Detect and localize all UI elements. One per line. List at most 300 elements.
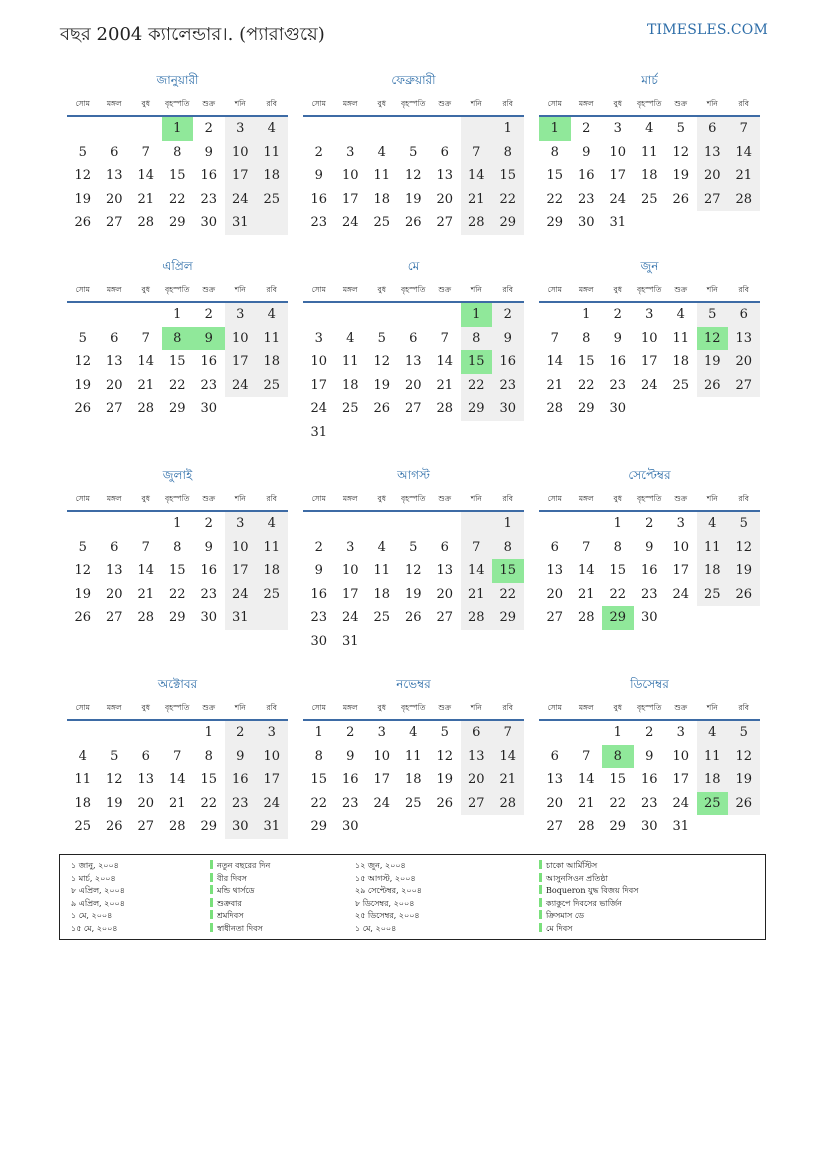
- legend-holiday-name: নতুন বছরের দিন: [217, 861, 271, 870]
- weekday-label: বুধ: [377, 285, 386, 294]
- legend-date: ৯ এপ্রিল, ২০০৪: [71, 898, 125, 908]
- day-cell: 29: [609, 819, 627, 835]
- day-cell: 15: [168, 563, 186, 579]
- day-cell: 12: [74, 168, 92, 184]
- day-cell: 15: [168, 354, 186, 370]
- day-cell: 16: [231, 772, 249, 788]
- day-cell: 17: [263, 772, 281, 788]
- legend-date-column: [71, 860, 125, 936]
- day-cell: 2: [503, 307, 512, 322]
- day-cell: 20: [105, 377, 123, 393]
- weekday-label: মঙ্গল: [578, 494, 594, 503]
- day-cell: 18: [703, 563, 721, 579]
- day-cell: 14: [577, 563, 595, 579]
- legend-row: [355, 860, 422, 873]
- day-cell: 29: [577, 401, 595, 417]
- weekday-label: শনি: [470, 703, 482, 712]
- day-cell: 5: [739, 516, 748, 531]
- day-cell: 17: [231, 354, 249, 370]
- day-cell: 4: [267, 307, 276, 322]
- day-cell: 26: [672, 191, 690, 207]
- day-cell: 23: [310, 610, 328, 626]
- day-cell: 18: [640, 168, 658, 184]
- page-title: বছর 2004 ক্যালেন্ডার।. (প্যারাগুয়ে): [60, 24, 325, 45]
- day-cell: 6: [110, 330, 119, 346]
- legend-row: [539, 860, 638, 873]
- weekday-label: মঙ্গল: [106, 285, 122, 294]
- day-cell: 22: [168, 586, 186, 602]
- holiday-marker-icon: [539, 860, 542, 869]
- legend-row: [355, 910, 422, 923]
- day-cell: 5: [708, 307, 717, 322]
- day-cell: 21: [577, 795, 595, 811]
- weekday-label: বুধ: [141, 494, 150, 503]
- day-cell: 30: [640, 610, 658, 626]
- day-cell: 28: [546, 401, 564, 417]
- day-cell: 5: [110, 748, 119, 764]
- weekday-label: বুধ: [613, 494, 622, 503]
- day-cell: 3: [346, 144, 355, 160]
- day-cell: 2: [314, 144, 323, 160]
- weekday-label: বুধ: [377, 99, 386, 108]
- day-cell: 20: [546, 795, 564, 811]
- weekday-label: বুধ: [613, 285, 622, 294]
- day-cell: 16: [200, 168, 218, 184]
- day-cell: 21: [546, 377, 564, 393]
- day-cell: 30: [609, 401, 627, 417]
- weekday-label: শনি: [234, 703, 246, 712]
- weekday-label: রবি: [266, 285, 277, 294]
- day-cell: 29: [168, 401, 186, 417]
- month-name: জুন: [640, 259, 659, 273]
- day-cell: 19: [672, 168, 690, 184]
- weekday-label: রবি: [738, 494, 749, 503]
- day-cell: 25: [263, 586, 281, 602]
- day-cell: 28: [577, 610, 595, 626]
- day-cell: 10: [672, 748, 690, 764]
- day-cell: 11: [703, 539, 721, 555]
- day-cell: 15: [310, 772, 328, 788]
- day-cell: 19: [105, 795, 123, 811]
- weekday-label: বুধ: [141, 99, 150, 108]
- day-cell: 20: [546, 586, 564, 602]
- day-cell: 11: [263, 539, 281, 555]
- holiday-day-cell: 29: [602, 606, 634, 630]
- day-cell: 10: [640, 330, 658, 346]
- day-cell: 21: [137, 586, 155, 602]
- day-cell: 7: [141, 144, 150, 160]
- day-cell: 9: [645, 539, 654, 555]
- day-cell: 15: [499, 168, 517, 184]
- day-cell: 22: [168, 191, 186, 207]
- weekday-label: বুধ: [141, 703, 150, 712]
- day-cell: 17: [672, 563, 690, 579]
- day-cell: 16: [341, 772, 359, 788]
- day-cell: 10: [341, 563, 359, 579]
- weekday-label: শুক্র: [202, 703, 216, 712]
- weekday-label: শুক্র: [202, 99, 216, 108]
- day-cell: 11: [672, 330, 690, 346]
- day-cell: 4: [78, 748, 87, 764]
- weekday-label: বৃহস্পতি: [637, 494, 662, 503]
- weekday-label: রবি: [738, 703, 749, 712]
- day-cell: 9: [314, 563, 323, 579]
- day-cell: 28: [436, 401, 454, 417]
- day-cell: 23: [640, 586, 658, 602]
- day-cell: 28: [137, 401, 155, 417]
- day-cell: 23: [200, 191, 218, 207]
- weekday-label: শুক্র: [674, 99, 688, 108]
- legend-row: [539, 923, 638, 936]
- day-cell: 29: [467, 401, 485, 417]
- legend-row: [210, 910, 270, 923]
- day-cell: 4: [676, 307, 685, 322]
- day-cell: 9: [582, 144, 591, 160]
- holiday-day-cell: 12: [697, 327, 729, 351]
- day-cell: 7: [141, 330, 150, 346]
- day-cell: 11: [373, 168, 391, 184]
- month-name: মে: [407, 259, 420, 273]
- day-cell: 23: [200, 377, 218, 393]
- day-cell: 3: [645, 307, 654, 322]
- day-cell: 21: [467, 586, 485, 602]
- legend-row: [210, 860, 270, 873]
- day-cell: 7: [173, 748, 182, 764]
- day-cell: 30: [200, 610, 218, 626]
- day-cell: 18: [373, 586, 391, 602]
- weekday-label: সোম: [311, 99, 326, 108]
- legend-date: ১ জানু, ২০০৪: [71, 861, 119, 870]
- weekday-label: শুক্র: [202, 285, 216, 294]
- day-cell: 30: [310, 634, 328, 649]
- day-cell: 11: [341, 354, 359, 370]
- day-cell: 19: [735, 772, 753, 788]
- day-cell: 18: [263, 354, 281, 370]
- legend-row: [71, 923, 125, 936]
- weekday-label: শুক্র: [674, 285, 688, 294]
- weekday-label: শুক্র: [674, 703, 688, 712]
- day-cell: 12: [373, 354, 391, 370]
- day-cell: 19: [404, 191, 422, 207]
- day-cell: 27: [105, 215, 123, 231]
- day-cell: 12: [436, 748, 454, 764]
- day-cell: 30: [341, 819, 359, 835]
- day-cell: 30: [499, 401, 517, 417]
- holiday-marker-icon: [539, 923, 542, 932]
- day-cell: 5: [78, 144, 87, 160]
- day-cell: 27: [137, 819, 155, 835]
- day-cell: 24: [672, 795, 690, 811]
- day-cell: 20: [105, 586, 123, 602]
- day-cell: 16: [310, 191, 328, 207]
- legend-date: ২৯ সেপ্টেম্বর, ২০০৪: [355, 886, 422, 896]
- day-cell: 22: [546, 191, 564, 207]
- day-cell: 10: [231, 330, 249, 346]
- weekday-label: বুধ: [377, 494, 386, 503]
- day-cell: 13: [467, 748, 485, 764]
- weekday-label: রবি: [738, 285, 749, 294]
- day-cell: 19: [735, 563, 753, 579]
- day-cell: 13: [735, 330, 753, 346]
- day-cell: 19: [404, 586, 422, 602]
- day-cell: 24: [341, 610, 359, 626]
- day-cell: 17: [341, 586, 359, 602]
- day-cell: 30: [231, 819, 249, 835]
- day-cell: 11: [640, 144, 658, 160]
- day-cell: 30: [200, 401, 218, 417]
- day-cell: 31: [341, 634, 359, 649]
- day-cell: 22: [609, 795, 627, 811]
- day-cell: 31: [310, 425, 328, 440]
- day-cell: 9: [204, 539, 213, 555]
- weekday-label: মঙ্গল: [106, 494, 122, 503]
- day-cell: 5: [409, 144, 418, 160]
- day-cell: 3: [676, 725, 685, 740]
- day-cell: 3: [236, 121, 245, 136]
- holiday-day-cell: 1: [539, 117, 571, 141]
- day-cell: 11: [703, 748, 721, 764]
- legend-row: [71, 860, 125, 873]
- weekday-label: মঙ্গল: [342, 285, 358, 294]
- month-name: জানুয়ারী: [156, 73, 199, 87]
- day-cell: 25: [640, 191, 658, 207]
- legend-date: ৮ এপ্রিল, ২০০৪: [71, 886, 125, 896]
- day-cell: 20: [105, 191, 123, 207]
- day-cell: 27: [436, 610, 454, 626]
- day-cell: 16: [310, 586, 328, 602]
- legend-holiday-name: Boqueron যুদ্ধ বিজয় দিবস: [546, 886, 639, 896]
- holiday-marker-icon: [210, 923, 213, 932]
- legend-holiday-name: ক্যাকুপে দিবসের ভার্জিন: [546, 898, 622, 908]
- day-cell: 6: [708, 121, 717, 136]
- day-cell: 31: [609, 215, 627, 231]
- day-cell: 31: [231, 610, 249, 626]
- day-cell: 24: [231, 191, 249, 207]
- day-cell: 20: [703, 168, 721, 184]
- day-cell: 21: [436, 377, 454, 393]
- legend-date: ১ মে, ২০০৪: [355, 923, 397, 933]
- day-cell: 28: [499, 795, 517, 811]
- legend-row: [539, 898, 638, 911]
- day-cell: 26: [373, 401, 391, 417]
- day-cell: 9: [236, 748, 245, 764]
- day-cell: 21: [499, 772, 517, 788]
- legend-holiday-name: মে দিবস: [546, 923, 573, 933]
- day-cell: 16: [640, 772, 658, 788]
- weekday-label: মঙ্গল: [106, 99, 122, 108]
- month-name: সেপ্টেম্বর: [628, 468, 671, 482]
- day-cell: 13: [436, 563, 454, 579]
- day-cell: 6: [550, 539, 559, 555]
- day-cell: 1: [613, 516, 622, 531]
- legend-date: ৮ ডিসেম্বর, ২০০৪: [355, 898, 415, 908]
- day-cell: 16: [609, 354, 627, 370]
- legend-row: [355, 885, 422, 898]
- day-cell: 26: [703, 377, 721, 393]
- day-cell: 7: [739, 121, 748, 136]
- legend-holiday-name: চাকো আর্মিস্টিস: [546, 861, 598, 870]
- day-cell: 4: [377, 144, 386, 160]
- weekday-label: রবি: [502, 99, 513, 108]
- day-cell: 20: [436, 191, 454, 207]
- day-cell: 1: [613, 725, 622, 740]
- weekday-label: বৃহস্পতি: [401, 285, 426, 294]
- day-cell: 15: [168, 168, 186, 184]
- day-cell: 24: [310, 401, 328, 417]
- day-cell: 25: [74, 819, 92, 835]
- legend-name-column: [539, 860, 638, 936]
- weekday-label: সোম: [547, 285, 562, 294]
- legend-row: [71, 873, 125, 886]
- day-cell: 6: [440, 144, 449, 160]
- day-cell: 6: [110, 539, 119, 555]
- day-cell: 17: [640, 354, 658, 370]
- weekday-label: বৃহস্পতি: [637, 703, 662, 712]
- weekday-label: মঙ্গল: [578, 285, 594, 294]
- day-cell: 25: [263, 191, 281, 207]
- day-cell: 13: [105, 354, 123, 370]
- month-name: নভেম্বর: [396, 677, 431, 691]
- weekday-label: বুধ: [377, 703, 386, 712]
- weekday-label: শুক্র: [438, 99, 452, 108]
- day-cell: 7: [472, 539, 481, 555]
- day-cell: 24: [231, 586, 249, 602]
- day-cell: 19: [373, 377, 391, 393]
- day-cell: 16: [577, 168, 595, 184]
- weekday-label: শনি: [706, 494, 718, 503]
- legend-holiday-name: শ্রমদিবস: [217, 911, 244, 921]
- day-cell: 28: [137, 215, 155, 231]
- weekday-label: সোম: [547, 99, 562, 108]
- weekday-label: সোম: [547, 703, 562, 712]
- day-cell: 11: [373, 563, 391, 579]
- weekday-label: রবি: [502, 494, 513, 503]
- day-cell: 8: [503, 539, 512, 555]
- day-cell: 26: [735, 795, 753, 811]
- day-cell: 10: [263, 748, 281, 764]
- legend-holiday-name: স্বাধীনতা দিবস: [217, 923, 263, 933]
- day-cell: 26: [436, 795, 454, 811]
- weekday-label: শনি: [470, 285, 482, 294]
- month-name: ডিসেম্বর: [630, 677, 669, 691]
- site-link[interactable]: TIMESLES.COM: [647, 22, 768, 38]
- day-cell: 26: [105, 819, 123, 835]
- day-cell: 1: [173, 516, 182, 531]
- day-cell: 15: [609, 563, 627, 579]
- day-cell: 3: [377, 725, 386, 740]
- legend-row: [355, 923, 422, 936]
- day-cell: 6: [141, 748, 150, 764]
- day-cell: 4: [409, 725, 418, 740]
- weekday-label: সোম: [75, 99, 90, 108]
- weekday-label: বৃহস্পতি: [165, 99, 190, 108]
- day-cell: 19: [74, 586, 92, 602]
- weekday-label: শুক্র: [438, 285, 452, 294]
- day-cell: 12: [404, 563, 422, 579]
- weekday-label: বুধ: [613, 99, 622, 108]
- day-cell: 14: [577, 772, 595, 788]
- day-cell: 2: [204, 307, 213, 322]
- day-cell: 8: [550, 144, 559, 160]
- day-cell: 4: [267, 516, 276, 531]
- holiday-marker-icon: [210, 910, 213, 919]
- day-cell: 16: [200, 563, 218, 579]
- legend-row: [71, 898, 125, 911]
- holiday-marker-icon: [210, 898, 213, 907]
- day-cell: 17: [310, 377, 328, 393]
- holiday-day-cell: 15: [461, 350, 493, 374]
- legend-row: [210, 898, 270, 911]
- weekday-label: বৃহস্পতি: [165, 494, 190, 503]
- day-cell: 26: [74, 401, 92, 417]
- day-cell: 14: [436, 354, 454, 370]
- weekday-label: বৃহস্পতি: [637, 285, 662, 294]
- weekday-label: বৃহস্পতি: [401, 99, 426, 108]
- legend-name-column: [210, 860, 270, 936]
- month-name: জুলাই: [162, 468, 193, 482]
- day-cell: 25: [703, 586, 721, 602]
- day-cell: 30: [200, 215, 218, 231]
- day-cell: 1: [173, 307, 182, 322]
- day-cell: 23: [577, 191, 595, 207]
- day-cell: 8: [503, 144, 512, 160]
- legend-holiday-name: মন্ডি থার্সডে: [217, 886, 255, 896]
- day-cell: 9: [314, 168, 323, 184]
- day-cell: 3: [236, 307, 245, 322]
- holiday-day-cell: 25: [697, 792, 729, 816]
- day-cell: 26: [404, 215, 422, 231]
- day-cell: 26: [74, 215, 92, 231]
- day-cell: 20: [467, 772, 485, 788]
- legend-holiday-name: ক্রিসমাস ডে: [546, 911, 584, 921]
- weekday-label: শুক্র: [438, 703, 452, 712]
- day-cell: 11: [263, 330, 281, 346]
- weekday-label: সোম: [75, 494, 90, 503]
- day-cell: 21: [577, 586, 595, 602]
- day-cell: 2: [204, 516, 213, 531]
- day-cell: 12: [74, 563, 92, 579]
- day-cell: 20: [404, 377, 422, 393]
- weekday-label: রবি: [266, 99, 277, 108]
- weekday-label: সোম: [75, 285, 90, 294]
- day-cell: 20: [436, 586, 454, 602]
- day-cell: 21: [137, 191, 155, 207]
- weekday-label: শনি: [706, 703, 718, 712]
- weekday-label: বুধ: [141, 285, 150, 294]
- month-name: ফেব্রুয়ারী: [391, 73, 436, 87]
- weekday-label: সোম: [75, 703, 90, 712]
- day-cell: 27: [703, 191, 721, 207]
- day-cell: 2: [582, 121, 591, 136]
- day-cell: 27: [467, 795, 485, 811]
- day-cell: 14: [735, 144, 753, 160]
- weekday-label: রবি: [266, 494, 277, 503]
- day-cell: 3: [613, 121, 622, 136]
- weekday-label: শনি: [234, 494, 246, 503]
- day-cell: 16: [200, 354, 218, 370]
- day-cell: 24: [231, 377, 249, 393]
- holiday-day-cell: 1: [162, 117, 194, 141]
- legend-row: [71, 910, 125, 923]
- day-cell: 14: [467, 563, 485, 579]
- day-cell: 7: [472, 144, 481, 160]
- legend-row: [539, 885, 638, 898]
- weekday-label: মঙ্গল: [342, 494, 358, 503]
- weekday-label: সোম: [547, 494, 562, 503]
- day-cell: 2: [645, 516, 654, 531]
- day-cell: 30: [640, 819, 658, 835]
- weekday-label: শনি: [234, 99, 246, 108]
